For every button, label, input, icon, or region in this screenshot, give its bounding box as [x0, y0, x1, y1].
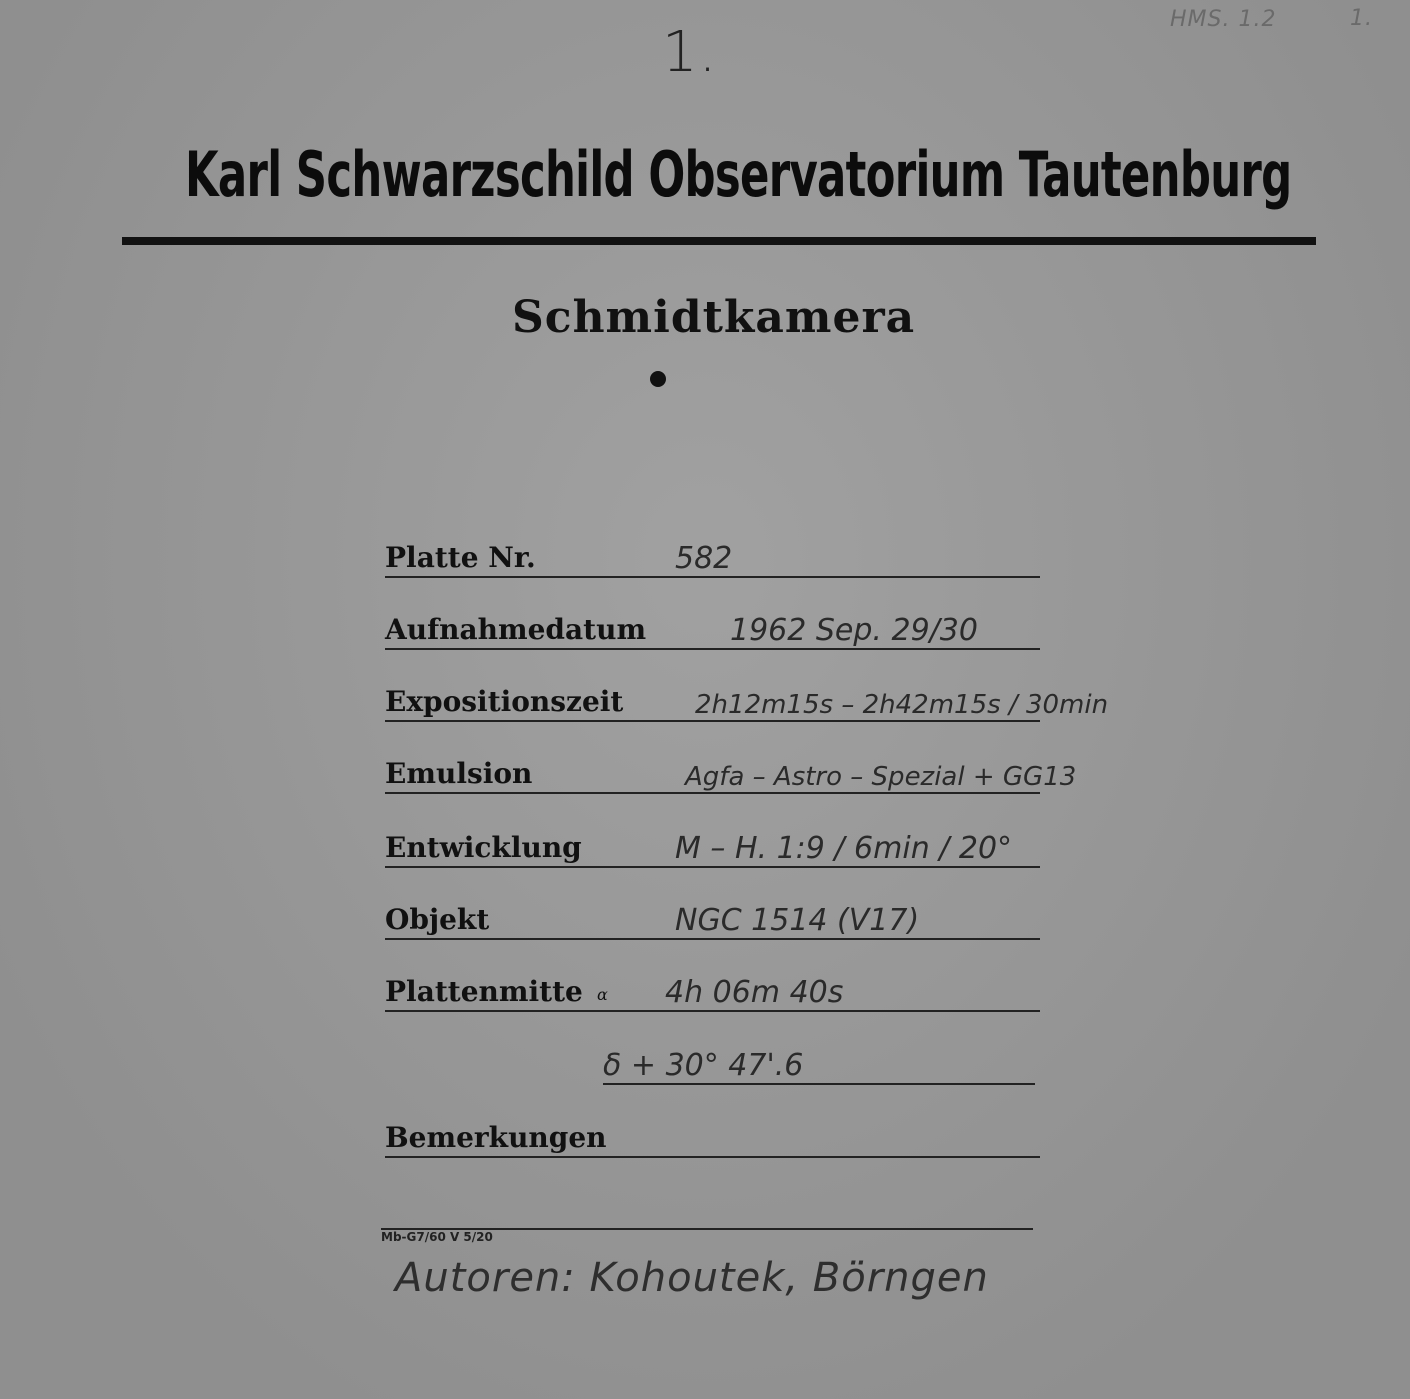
field-plattenmitte: [385, 962, 1040, 1012]
remarks-blank-line: [381, 1180, 1033, 1230]
alpha-value: 4h 06m 40s: [665, 975, 844, 1010]
authors-note: Autoren: Kohoutek, Börngen: [395, 1255, 989, 1301]
field-line: [385, 1156, 1040, 1158]
emulsion-value: Agfa – Astro – Spezial + GG13: [685, 762, 1077, 792]
field-datum: [385, 600, 1040, 650]
entwicklung-value: M – H. 1:9 / 6min / 20°: [675, 831, 1013, 866]
datum-value: 1962 Sep. 29/30: [730, 613, 978, 648]
field-line: [385, 792, 1040, 794]
institute-title: Karl Schwarzschild Observatorium Tautenburg: [185, 138, 1292, 211]
field-line: [385, 938, 1040, 940]
plattenmitte-label: Plattenmitte: [385, 975, 583, 1008]
field-line: [385, 1010, 1040, 1012]
corner-reference-right: 1.: [1350, 6, 1373, 31]
bullet-dot: [650, 371, 666, 387]
field-line: [385, 576, 1040, 578]
objekt-value: NGC 1514 (V17): [675, 903, 920, 938]
emulsion-label: Emulsion: [385, 757, 533, 790]
objekt-label: Objekt: [385, 903, 490, 936]
exposition-label: Expositionszeit: [385, 685, 624, 718]
field-emulsion: [385, 744, 1077, 794]
exposition-value: 2h12m15s – 2h42m15s / 30min: [695, 690, 1109, 720]
field-line: [385, 648, 1040, 650]
field-platte: [385, 528, 1040, 578]
corner-reference: HMS. 1.2: [1170, 7, 1277, 32]
field-delta: [603, 1035, 1035, 1085]
form-code: Mb-G7/60 V 5/20: [381, 1230, 493, 1244]
field-line: [603, 1083, 1035, 1085]
delta-value: δ + 30° 47'.6: [603, 1048, 804, 1083]
alpha-symbol: α: [597, 985, 608, 1004]
title-rule: [122, 237, 1316, 245]
entwicklung-label: Entwicklung: [385, 831, 582, 864]
field-line: [385, 720, 1040, 722]
datum-label: Aufnahmedatum: [385, 613, 647, 646]
field-exposition: [385, 672, 1109, 722]
field-entwicklung: [385, 818, 1040, 868]
handwritten-number: 1.: [662, 20, 718, 85]
bemerkungen-label: Bemerkungen: [385, 1121, 607, 1154]
platte-value: 582: [675, 541, 733, 576]
platte-label: Platte Nr.: [385, 541, 536, 574]
field-line: [385, 866, 1040, 868]
field-objekt: [385, 890, 1040, 940]
field-bemerkungen: [385, 1108, 1040, 1158]
instrument-subtitle: Schmidtkamera: [512, 292, 916, 343]
